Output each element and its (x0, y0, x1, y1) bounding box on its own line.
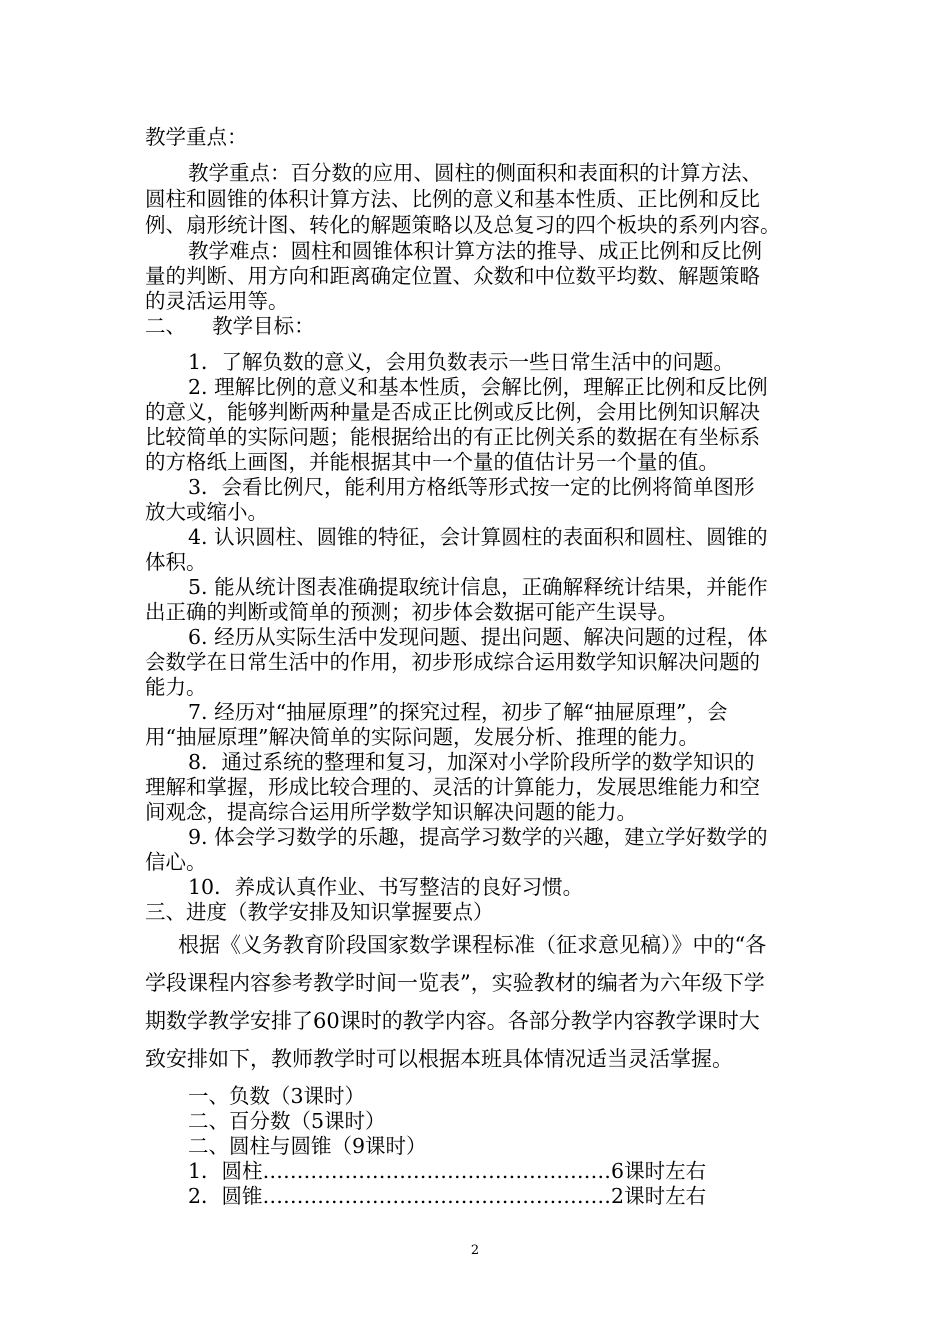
text-line: 信心。 (145, 850, 207, 874)
heading-teaching-goals: 二、 教学目标： (145, 314, 315, 338)
text-line: 能力。 (145, 675, 207, 699)
text-line: 量的判断、用方向和距离确定位置、众数和中位数平均数、解题策略 (145, 264, 760, 288)
schedule-subitem: 2．圆锥……………………………………………2课时左右 (188, 1184, 707, 1208)
goal-item: 5. 能从统计图表准确提取统计信息，正确解释统计结果，并能作 (188, 575, 768, 599)
text-line: 比较简单的实际问题；能根据给出的有正比例关系的数据在有坐标系 (145, 425, 760, 449)
text-line: 用“抽屉原理”解决简单的实际问题，发展分析、推理的能力。 (145, 725, 699, 749)
schedule-item: 一、负数（3课时） (188, 1084, 366, 1108)
goal-item: 8．通过系统的整理和复习，加深对小学阶段所学的数学知识的 (188, 750, 755, 774)
goal-item: 6. 经历从实际生活中发现问题、提出问题、解决问题的过程，体 (188, 625, 768, 649)
goal-item: 4. 认识圆柱、圆锥的特征，会计算圆柱的表面积和圆柱、圆锥的 (188, 525, 768, 549)
text-line: 学段课程内容参考教学时间一览表”，实验教材的编者为六年级下学 (145, 971, 765, 995)
goal-item: 1．了解负数的意义，会用负数表示一些日常生活中的问题。 (188, 350, 735, 374)
text-line: 教学难点：圆柱和圆锥体积计算方法的推导、成正比例和反比例 (188, 239, 762, 263)
text-line: 的方格纸上画图，并能根据其中一个量的值估计另一个量的值。 (145, 450, 719, 474)
schedule-item: 二、百分数（5课时） (188, 1109, 386, 1133)
text-line: 放大或缩小。 (145, 500, 268, 524)
heading-key-points: 教学重点： (145, 125, 248, 149)
schedule-subitem: 1．圆柱……………………………………………6课时左右 (188, 1159, 707, 1183)
text-line: 圆柱和圆锥的体积计算方法、比例的意义和基本性质、正比例和反比 (145, 187, 760, 211)
text-line: 理解和掌握，形成比较合理的、灵活的计算能力，发展思维能力和空 (145, 775, 760, 799)
text-line: 会数学在日常生活中的作用，初步形成综合运用数学知识解决问题的 (145, 650, 760, 674)
text-line: 体积。 (145, 550, 207, 574)
text-line: 出正确的判断或简单的预测；初步体会数据可能产生误导。 (145, 600, 678, 624)
text-line: 例、扇形统计图、转化的解题策略以及总复习的四个板块的系列内容。 (145, 213, 781, 237)
schedule-item: 二、圆柱与圆锥（9课时） (188, 1134, 427, 1158)
goal-item: 2. 理解比例的意义和基本性质，会解比例，理解正比例和反比例 (188, 375, 768, 399)
goal-item: 7. 经历对“抽屉原理”的探究过程，初步了解“抽屉原理”，会 (188, 700, 728, 724)
text-line: 的意义，能够判断两种量是否成正比例或反比例，会用比例知识解决 (145, 400, 760, 424)
text-line: 教学重点：百分数的应用、圆柱的侧面积和表面积的计算方法、 (188, 161, 762, 185)
goal-item: 9. 体会学习数学的乐趣，提高学习数学的兴趣，建立学好数学的 (188, 825, 768, 849)
page-number: 2 (470, 1243, 480, 1258)
text-line: 根据《义务教育阶段国家数学课程标准（征求意见稿）》中的“各 (178, 933, 767, 957)
goal-item: 3．会看比例尺，能利用方格纸等形式按一定的比例将简单图形 (188, 475, 755, 499)
text-line: 致安排如下，教师教学时可以根据本班具体情况适当灵活掌握。 (145, 1047, 733, 1071)
goal-item: 10．养成认真作业、书写整洁的良好习惯。 (188, 875, 584, 899)
text-line: 的灵活运用等。 (145, 289, 289, 313)
text-line: 期数学教学安排了60课时的教学内容。各部分教学内容教学课时大 (145, 1009, 760, 1033)
text-line: 间观念，提高综合运用所学数学知识解决问题的能力。 (145, 800, 637, 824)
heading-schedule: 三、进度（教学安排及知识掌握要点） (145, 900, 494, 924)
